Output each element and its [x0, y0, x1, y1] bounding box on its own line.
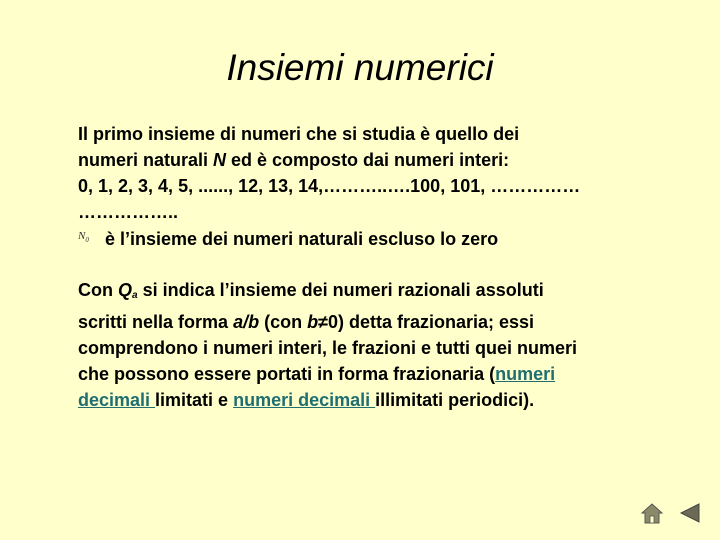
slide-content	[78, 121, 678, 413]
n0-symbol: $N_0$	[78, 230, 89, 245]
text-line: comprendono i numeri interi, le frazioni e tutti quei numeri	[78, 338, 578, 359]
home-button[interactable]	[640, 500, 664, 526]
text-line: che possono essere portati in forma frazionaria (numeri	[78, 364, 556, 385]
slide-title: Insiemi numerici	[226, 47, 494, 88]
text-line: scritti nella forma a/b (con b≠0) detta frazionaria; essi	[78, 312, 535, 333]
text-line: ……………..	[78, 202, 179, 222]
text-line: 0, 1, 2, 3, 4, 5, ......, 12, 13, 14,………..….100, 101, ……………	[78, 176, 581, 196]
link-numeri-decimali[interactable]: numeri	[495, 364, 556, 385]
text-line: numeri naturali N ed è composto dai numeri interi:	[78, 150, 510, 170]
back-arrow-icon	[679, 502, 701, 524]
back-button[interactable]	[678, 500, 702, 526]
link-numeri-decimali-cont[interactable]: decimali	[78, 390, 156, 411]
text-line: decimali limitati e numeri decimali illimitati periodici).	[78, 390, 535, 411]
text-line: Il primo insieme di numeri che si studia è quello dei	[78, 124, 520, 144]
link-numeri-decimali-illimitati[interactable]: numeri decimali	[233, 390, 376, 411]
text-line: Con Qa si indica l’insieme dei numeri razionali assoluti	[78, 280, 544, 302]
text-line: $N_0$ è l’insieme dei numeri naturali escluso lo zero	[78, 225, 678, 255]
home-icon	[641, 502, 663, 524]
